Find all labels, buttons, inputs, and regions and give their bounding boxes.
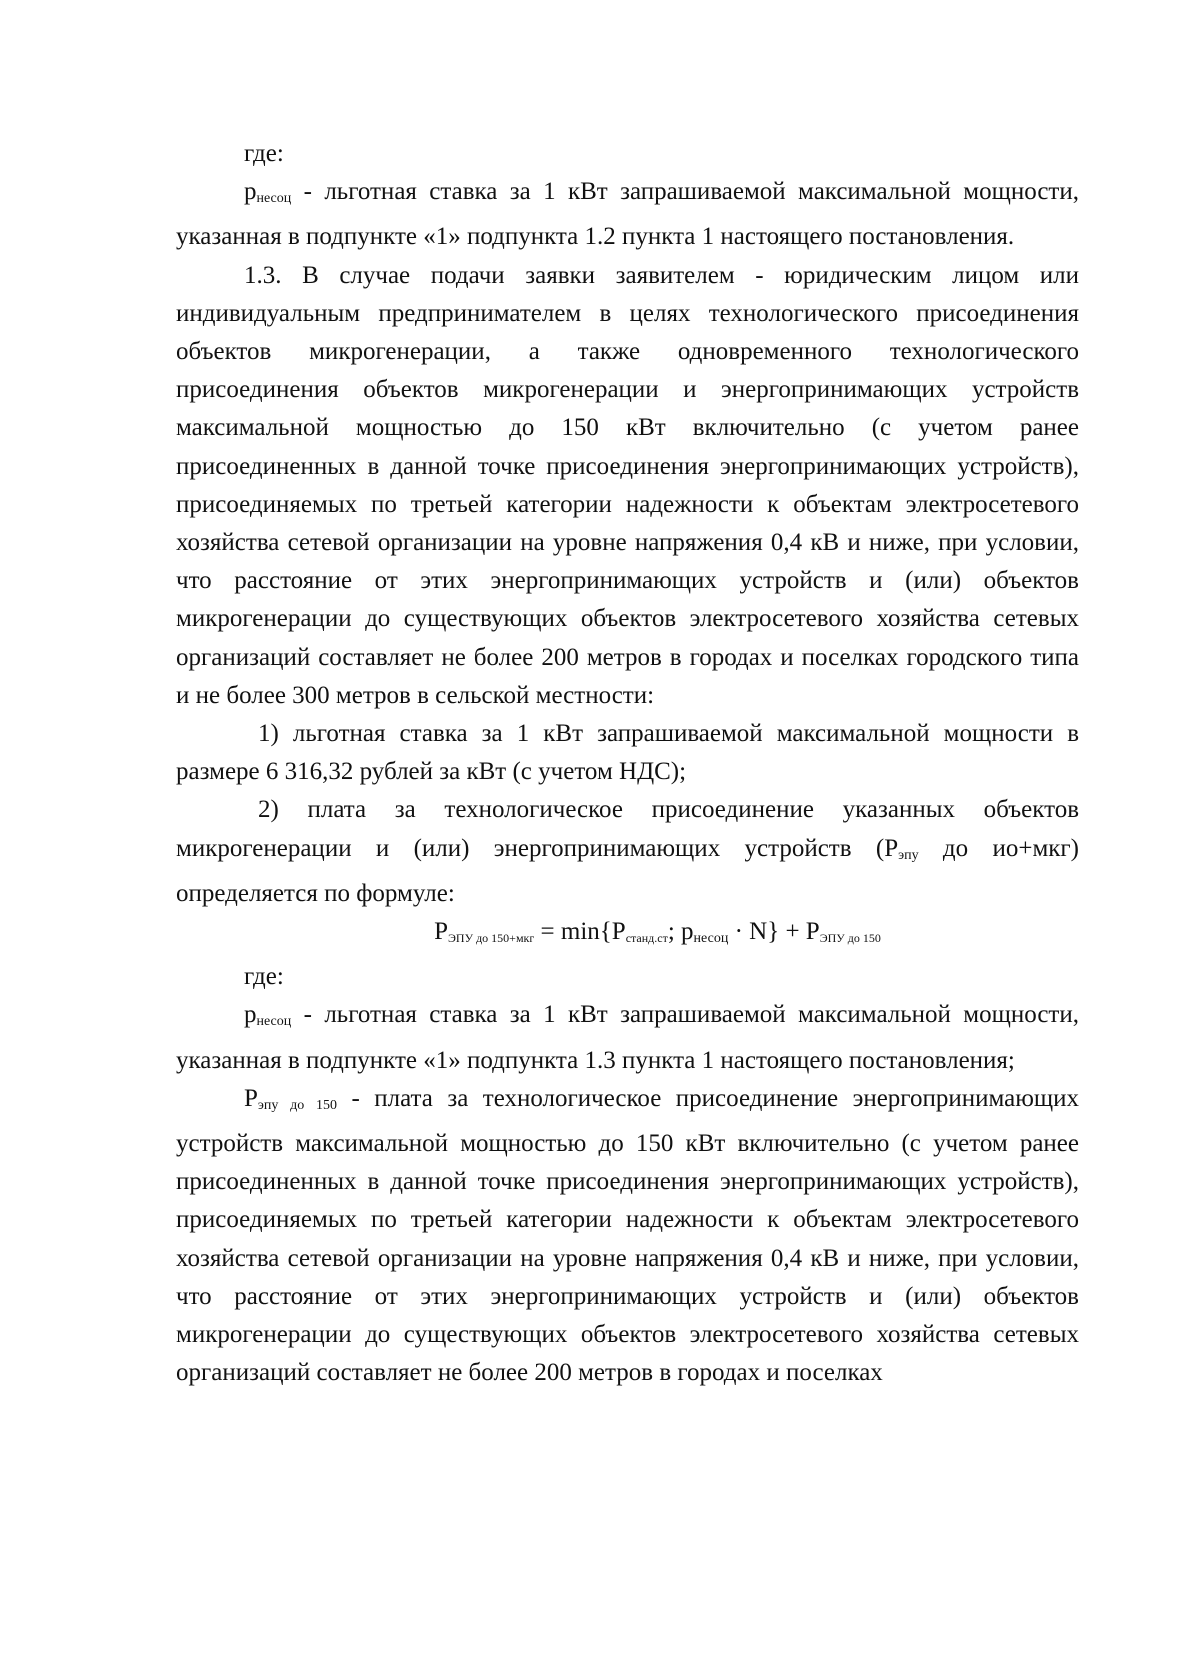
- formula: [176, 913, 1079, 958]
- variable-p: р: [244, 178, 257, 206]
- variable-tail: до ио+мкг): [918, 834, 1079, 862]
- variable-subscript: несоц: [256, 191, 292, 207]
- list-item-2: [176, 791, 1079, 913]
- item-2-text: 2) плата за технологическое присоединение указанных объектов микрогенерации и (или) энергопринимающих устройств (: [176, 796, 1079, 862]
- formula-stand-subscript: станд.ст: [625, 931, 668, 946]
- formula-lhs: Р: [434, 918, 448, 946]
- section-1-3-paragraph: 1.3. В случае подачи заявки заявителем - юридическим лицом или индивидуальным предпринимателем в целях технологического присоединения объектов микрогенерации, а также одновременного технологического присоединения объектов микрогенерации и энергопринимающих устройств максимальной мощностью до 150 кВт включительно (с учетом ранее присоединенных в данной точке присоединения энергопринимающих устройств), присоединяемых по третьей категории надежности к объектам электросетевого хозяйства сетевой организации на уровне напряжения 0,4 кВ и ниже, при условии, что расстояние от этих энергопринимающих устройств и (или) объектов микрогенерации до существующих объектов электросетевого хозяйства сетевых организаций составляет не более 200 метров в городах и поселках городского типа и не более 300 метров в сельской местности:: [176, 261, 1079, 709]
- definition-p-nesots-1: [176, 173, 1079, 256]
- where-label-1: где:: [244, 140, 284, 167]
- variable-P: Р: [884, 834, 899, 862]
- formula-eq: = min{Р: [534, 918, 626, 946]
- definition-p-nesots-2: [176, 996, 1079, 1079]
- formula-rhs-subscript: ЭПУ до 150: [819, 931, 881, 946]
- variable-P: Р: [244, 1084, 258, 1112]
- variable-p: р: [244, 1001, 257, 1029]
- definition-text: - льготная ставка за 1 кВт запрашиваемой максимальной мощности, указанная в подпункте «1» подпункта 1.3 пункта 1 настоящего постановления;: [176, 1001, 1079, 1074]
- variable-subscript: несоц: [256, 1014, 292, 1030]
- definition-text: - льготная ставка за 1 кВт запрашиваемой максимальной мощности, указанная в подпункте «1» подпункта 1.2 пункта 1 настоящего постановления.: [176, 178, 1079, 251]
- list-item-1: 1) льготная ставка за 1 кВт запрашиваемой максимальной мощности в размере 6 316,32 рублей за кВт (с учетом НДС);: [176, 720, 1079, 786]
- formula-dot: · N} + Р: [728, 918, 820, 946]
- formula-lhs-subscript: ЭПУ до 150+мкг: [447, 931, 535, 946]
- formula-nesots-subscript: несоц: [693, 931, 729, 947]
- formula-mid: ; р: [667, 918, 694, 946]
- where-label-2: где:: [244, 963, 284, 991]
- variable-subscript: эпу: [898, 847, 919, 863]
- definition-text: - плата за технологическое присоединение энергопринимающих устройств максимальной мощностью до 150 кВт включительно (с учетом ранее присоединенных в данной точке присоединения энергопринимающих устройств), присоединяемых по третьей категории надежности к объектам электросетевого хозяйства сетевой организации на уровне напряжения 0,4 кВ и ниже, при условии, что расстояние от этих энергопринимающих устройств и (или) объектов микрогенерации до существующих объектов электросетевого хозяйства сетевых организаций составляет не более 200 метров в городах и поселках: [176, 1084, 1080, 1387]
- item-2-text-after: определяется по формуле:: [176, 879, 455, 907]
- definition-p-epu-150: [176, 1080, 1079, 1393]
- variable-subscript: эпу до 150: [257, 1097, 337, 1113]
- document-page: [176, 135, 1079, 1393]
